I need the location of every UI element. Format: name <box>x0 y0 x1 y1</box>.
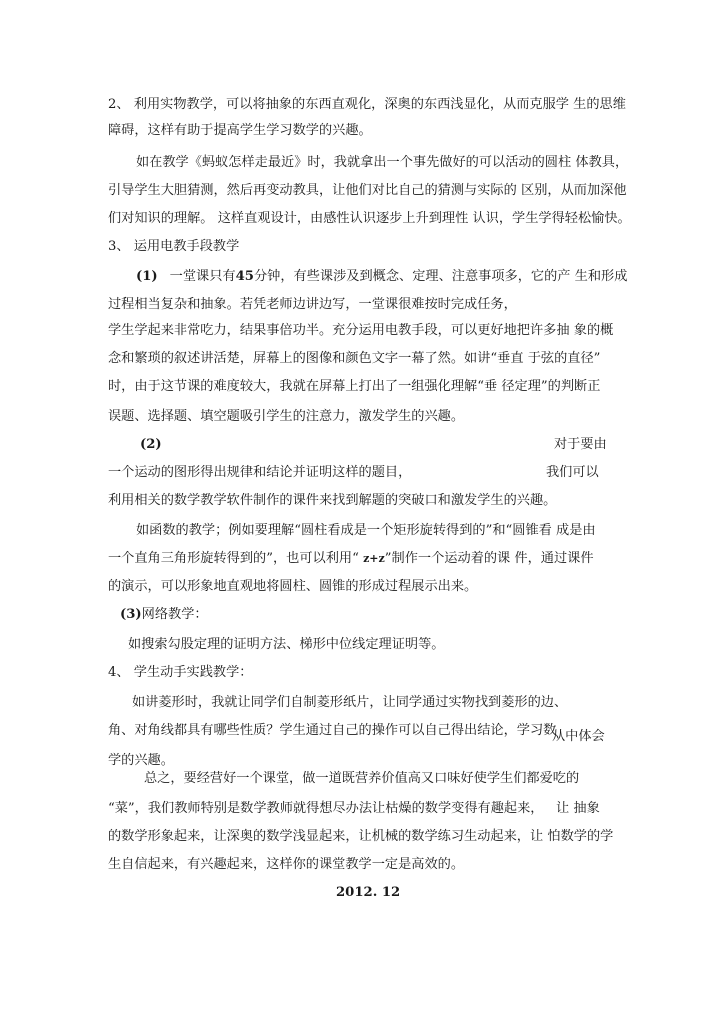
section4-para-line2-right: 从中体会 <box>552 729 605 744</box>
section4-para-line2-left: 角、对角线都具有哪些性质？学生通过自己的操作可以自己得出结论，学习数 <box>108 723 557 738</box>
item2-marker: (2) <box>140 437 162 452</box>
item3-line1: 如搜索勾股定理的证明方法、梯形中位线定理证明等。 <box>128 637 445 652</box>
item1-line1-b: 分钟，有些课涉及到概念、定理、注意事项多，它的产 生和形成 <box>253 269 628 284</box>
item2-para-line3: 的演示，可以形象地直观地将圆柱、圆锥的形成过程展示出来。 <box>108 579 478 594</box>
item2-line1-right: 对于要由 <box>554 437 607 452</box>
section2-heading-line2: 障碍，这样有助于提高学生学习数学的兴趣。 <box>108 123 372 138</box>
section2-para-line3: 们对知识的理解。 这样直观设计，由感性认识逐步上升到理性 认识，学生学得轻松愉快。 <box>108 211 631 226</box>
item2-line3: 利用相关的数学教学软件制作的课件来找到解题的突破口和激发学生的兴趣。 <box>108 493 557 508</box>
item2-para-line2-b: ”制作一个运动着的课 件，通过课件 <box>384 551 594 566</box>
summary-line2-right: 让 抽象 <box>556 801 600 816</box>
item2-para-line2-a: 一个直角三角形旋转得到的”，也可以利用“ <box>108 551 364 566</box>
section3-item1-line4: 念和繁琐的叙述讲活楚，屏幕上的图像和颜色文字一幕了然。如讲“垂直 于弦的直径” <box>108 351 601 366</box>
section4-para-line1: 如讲菱形时，我就让同学们自制菱形纸片，让同学通过实物找到菱形的边、 <box>132 695 568 710</box>
section3-item1-line5: 时，由于这节课的难度较大，我就在屏幕上打出了一组强化理解“垂 径定理”的判断正 <box>108 379 601 394</box>
item2-para-line1: 如函数的教学；例如要理解“圆柱看成是一个矩形旋转得到的”和“圆锥看 成是由 <box>136 523 596 538</box>
item2-para-line2-code: z+z <box>363 552 385 565</box>
summary-line3: 的数学形象起来，让深奥的数学浅显起来，让机械的数学练习生动起来，让 怕数学的学 <box>108 829 614 844</box>
item3-label: 网络教学： <box>141 607 208 622</box>
section2-para-line1: 如在教学《蚂蚁怎样走最近》时，我就拿出一个事先做好的可以活动的圆柱 体教具， <box>136 155 629 170</box>
item3-heading <box>120 606 208 624</box>
item1-line1-a: 一堂课只有 <box>169 269 236 284</box>
section3-item1-line3: 学生学起来非常吃力，结果事倍功半。充分运用电教手段，可以更好地把许多抽 象的概 <box>108 323 614 338</box>
summary-line2-left: “菜”，我们教师特别是数学教师就得想尽办法让枯燥的数学变得有趣起来， <box>108 801 544 816</box>
item3-marker: (3) <box>120 607 142 622</box>
item1-line1-num: 45 <box>235 269 254 284</box>
item2-line2-left: 一个运动的图形得出规律和结论并证明这样的题目， <box>108 465 412 480</box>
section3-item1-line1 <box>136 268 627 286</box>
section4-para-line3: 学的兴趣。 <box>108 753 174 768</box>
section2-para-line2: 引导学生大胆猜测，然后再变动教具，让他们对比自己的猜测与实际的 区别，从而加深他 <box>108 183 627 198</box>
document-date: 2012. 12 <box>336 885 401 900</box>
section3-item1-line2: 过程相当复杂和抽象。若凭老师边讲边写，一堂课很难按时完成任务， <box>108 297 517 312</box>
section4-heading: 4、 学生动手实践教学： <box>108 665 253 680</box>
summary-line1: 总之，要经营好一个课堂，做一道既营养价值高又口味好使学生们都爱吃的 <box>144 771 580 786</box>
item1-marker: (1) <box>136 269 158 284</box>
section3-heading: 3、 运用电教手段教学 <box>108 239 240 254</box>
item2-para-line2 <box>108 550 594 568</box>
section3-item1-line6: 误题、选择题、填空题吸引学生的注意力，激发学生的兴趣。 <box>108 409 465 424</box>
summary-line4: 生自信起来，有兴趣起来，这样你的课堂教学一定是高效的。 <box>108 857 465 872</box>
section2-heading-line1: 2、 利用实物教学，可以将抽象的东西直观化，深奥的东西浅显化，从而克服学 生的思维 <box>108 97 626 112</box>
item2-line2-right: 我们可以 <box>546 465 599 480</box>
